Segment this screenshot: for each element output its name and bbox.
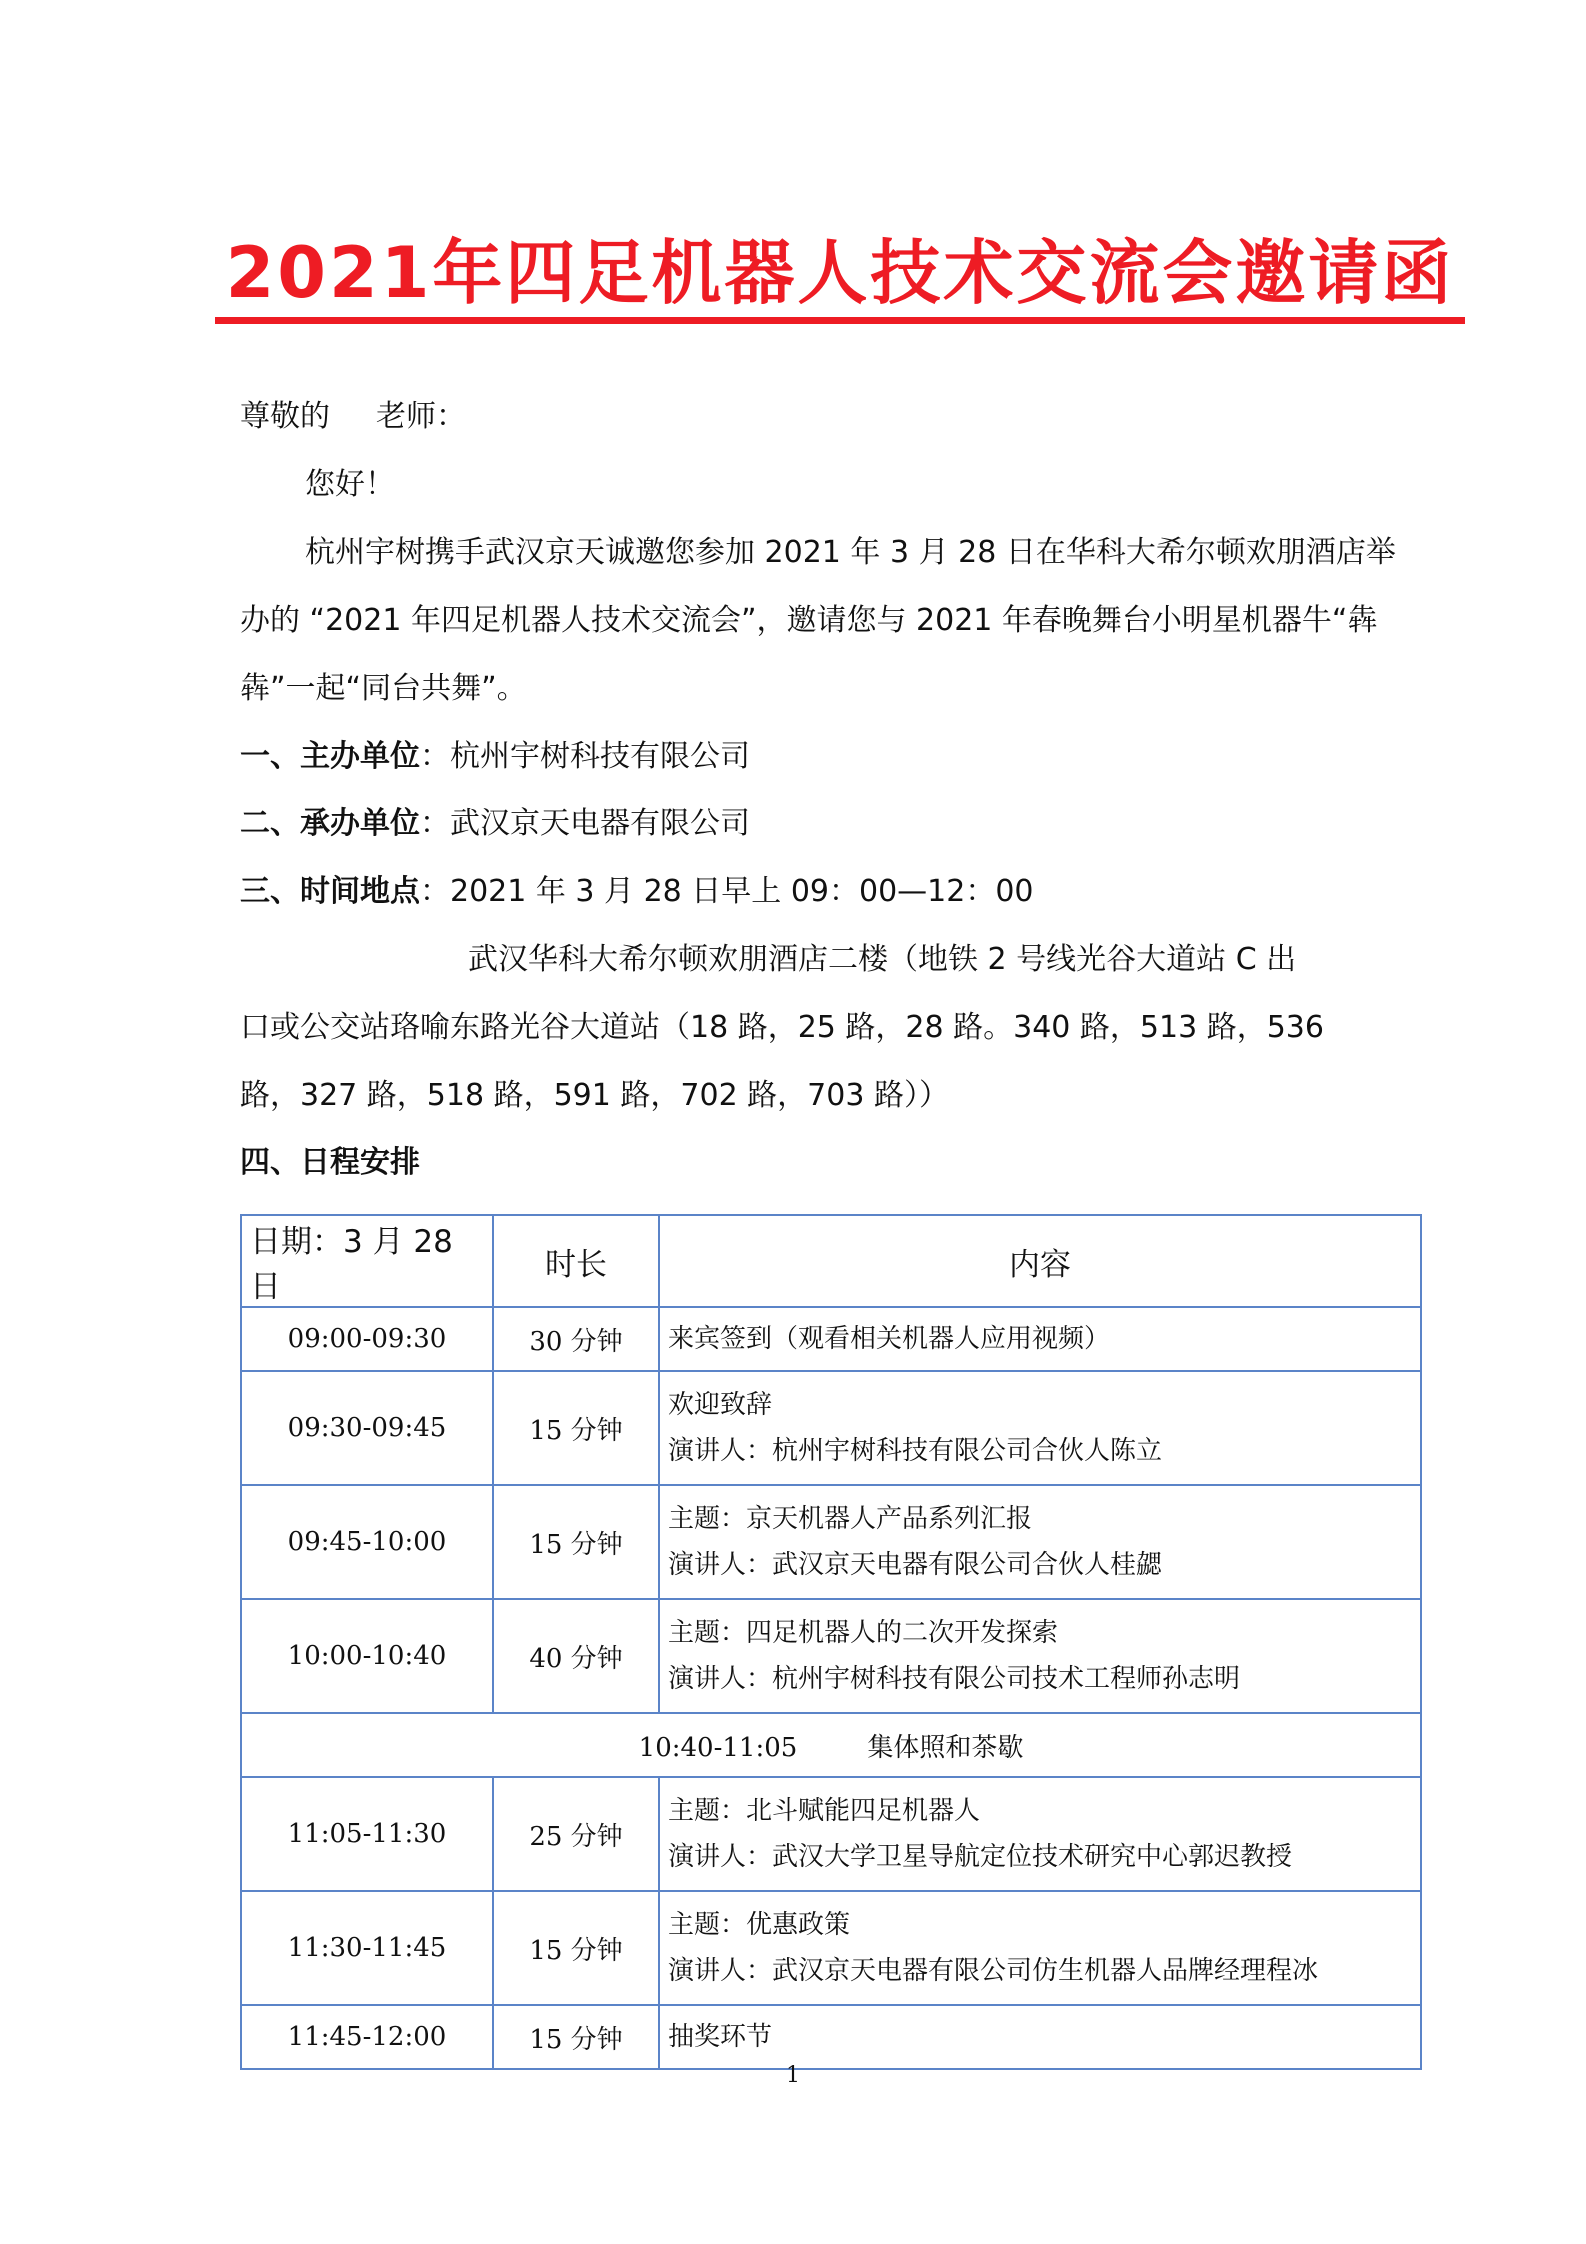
title-block xyxy=(215,225,1465,325)
break-row xyxy=(241,1713,1421,1777)
row-content-line-1: 来宾签到（观看相关机器人应用视频） xyxy=(668,1324,1111,1354)
intro-line-1: 杭州宇树携手武汉京天诚邀您参加 2021 年 3 月 28 日在华科大希尔顿欢朋酒店举 xyxy=(305,535,1396,570)
page-title: 2021年四足机器人技术交流会邀请函 xyxy=(225,232,1455,314)
section-host-label: 一、主办单位 xyxy=(240,739,420,774)
row-content-line-2: 演讲人：杭州宇树科技有限公司合伙人陈立 xyxy=(668,1436,1163,1466)
row-duration: 15 分钟 xyxy=(493,1371,659,1485)
section-organizer-label: 二、承办单位 xyxy=(240,806,420,841)
salutation xyxy=(240,397,466,437)
intro-line-2: 办的 “2021 年四足机器人技术交流会”，邀请您与 2021 年春晚舞台小明星机器牛“犇 xyxy=(240,603,1378,638)
row-content xyxy=(659,1485,1421,1599)
row-content-line-1: 主题：北斗赋能四足机器人 xyxy=(668,1796,981,1826)
section-time-label: 三、时间地点 xyxy=(240,874,420,909)
section-organizer-value: ：武汉京天电器有限公司 xyxy=(420,806,750,841)
page-number: 1 xyxy=(786,2063,800,2088)
row-content-line-1: 主题：京天机器人产品系列汇报 xyxy=(668,1504,1033,1534)
table-row xyxy=(241,1485,1421,1599)
section-schedule-label: 四、日程安排 xyxy=(240,1145,420,1180)
place-line-1: 武汉华科大希尔顿欢朋酒店二楼（地铁 2 号线光谷大道站 C 出 xyxy=(468,942,1297,977)
row-content-line-1: 抽奖环节 xyxy=(668,2022,773,2052)
row-time: 11:45-12:00 xyxy=(241,2005,493,2069)
row-duration: 15 分钟 xyxy=(493,1485,659,1599)
row-duration: 40 分钟 xyxy=(493,1599,659,1713)
row-content-line-2: 演讲人：杭州宇树科技有限公司技术工程师孙志明 xyxy=(668,1664,1241,1694)
section-host xyxy=(240,737,750,777)
row-content xyxy=(659,1891,1421,2005)
salutation-right: 老师： xyxy=(376,399,466,434)
title-underline xyxy=(215,317,1465,324)
row-content-line-1: 主题：优惠政策 xyxy=(668,1910,851,1940)
row-duration: 15 分钟 xyxy=(493,2005,659,2069)
row-content-line-2: 演讲人：武汉京天电器有限公司合伙人桂勰 xyxy=(668,1550,1163,1580)
row-content-line-2: 演讲人：武汉京天电器有限公司仿生机器人品牌经理程冰 xyxy=(668,1956,1319,1986)
place-line-3: 路，327 路，518 路，591 路，702 路，703 路）） xyxy=(240,1078,949,1113)
row-content xyxy=(659,2005,1421,2069)
row-time: 10:00-10:40 xyxy=(241,1599,493,1713)
table-row xyxy=(241,2005,1421,2069)
table-row xyxy=(241,1599,1421,1713)
row-time: 09:30-09:45 xyxy=(241,1371,493,1485)
break-time: 10:40-11:05 xyxy=(638,1732,798,1763)
table-row xyxy=(241,1371,1421,1485)
section-organizer xyxy=(240,804,750,844)
row-content xyxy=(659,1307,1421,1371)
row-content-line-1: 欢迎致辞 xyxy=(668,1390,773,1420)
row-content-line-2: 演讲人：武汉大学卫星导航定位技术研究中心郭迟教授 xyxy=(668,1842,1293,1872)
section-time-value: ：2021 年 3 月 28 日早上 09：00—12：00 xyxy=(420,874,1034,909)
salutation-left: 尊敬的 xyxy=(240,399,330,434)
table-header-row xyxy=(241,1215,1421,1307)
break-label: 集体照和茶歇 xyxy=(867,1732,1024,1763)
row-time: 09:45-10:00 xyxy=(241,1485,493,1599)
section-time-place xyxy=(240,872,1034,912)
schedule-table xyxy=(240,1214,1422,2070)
row-duration: 30 分钟 xyxy=(493,1307,659,1371)
table-row xyxy=(241,1777,1421,1891)
row-content-line-1: 主题：四足机器人的二次开发探索 xyxy=(668,1618,1059,1648)
row-duration: 25 分钟 xyxy=(493,1777,659,1891)
row-time: 09:00-09:30 xyxy=(241,1307,493,1371)
hello-line: 您好！ xyxy=(305,467,395,502)
row-content xyxy=(659,1599,1421,1713)
row-content xyxy=(659,1371,1421,1485)
row-duration: 15 分钟 xyxy=(493,1891,659,2005)
break-cell xyxy=(241,1713,1421,1777)
header-duration: 时长 xyxy=(493,1215,659,1307)
header-date: 日期：3 月 28 日 xyxy=(241,1215,493,1307)
header-content: 内容 xyxy=(659,1215,1421,1307)
table-row xyxy=(241,1307,1421,1371)
place-line-2: 口或公交站珞喻东路光谷大道站（18 路，25 路，28 路。340 路，513 路，536 xyxy=(240,1010,1324,1045)
row-time: 11:05-11:30 xyxy=(241,1777,493,1891)
table-row xyxy=(241,1891,1421,2005)
intro-line-3: 犇”一起“同台共舞”。 xyxy=(240,671,527,706)
row-time: 11:30-11:45 xyxy=(241,1891,493,2005)
row-content xyxy=(659,1777,1421,1891)
section-host-value: ：杭州宇树科技有限公司 xyxy=(420,739,750,774)
